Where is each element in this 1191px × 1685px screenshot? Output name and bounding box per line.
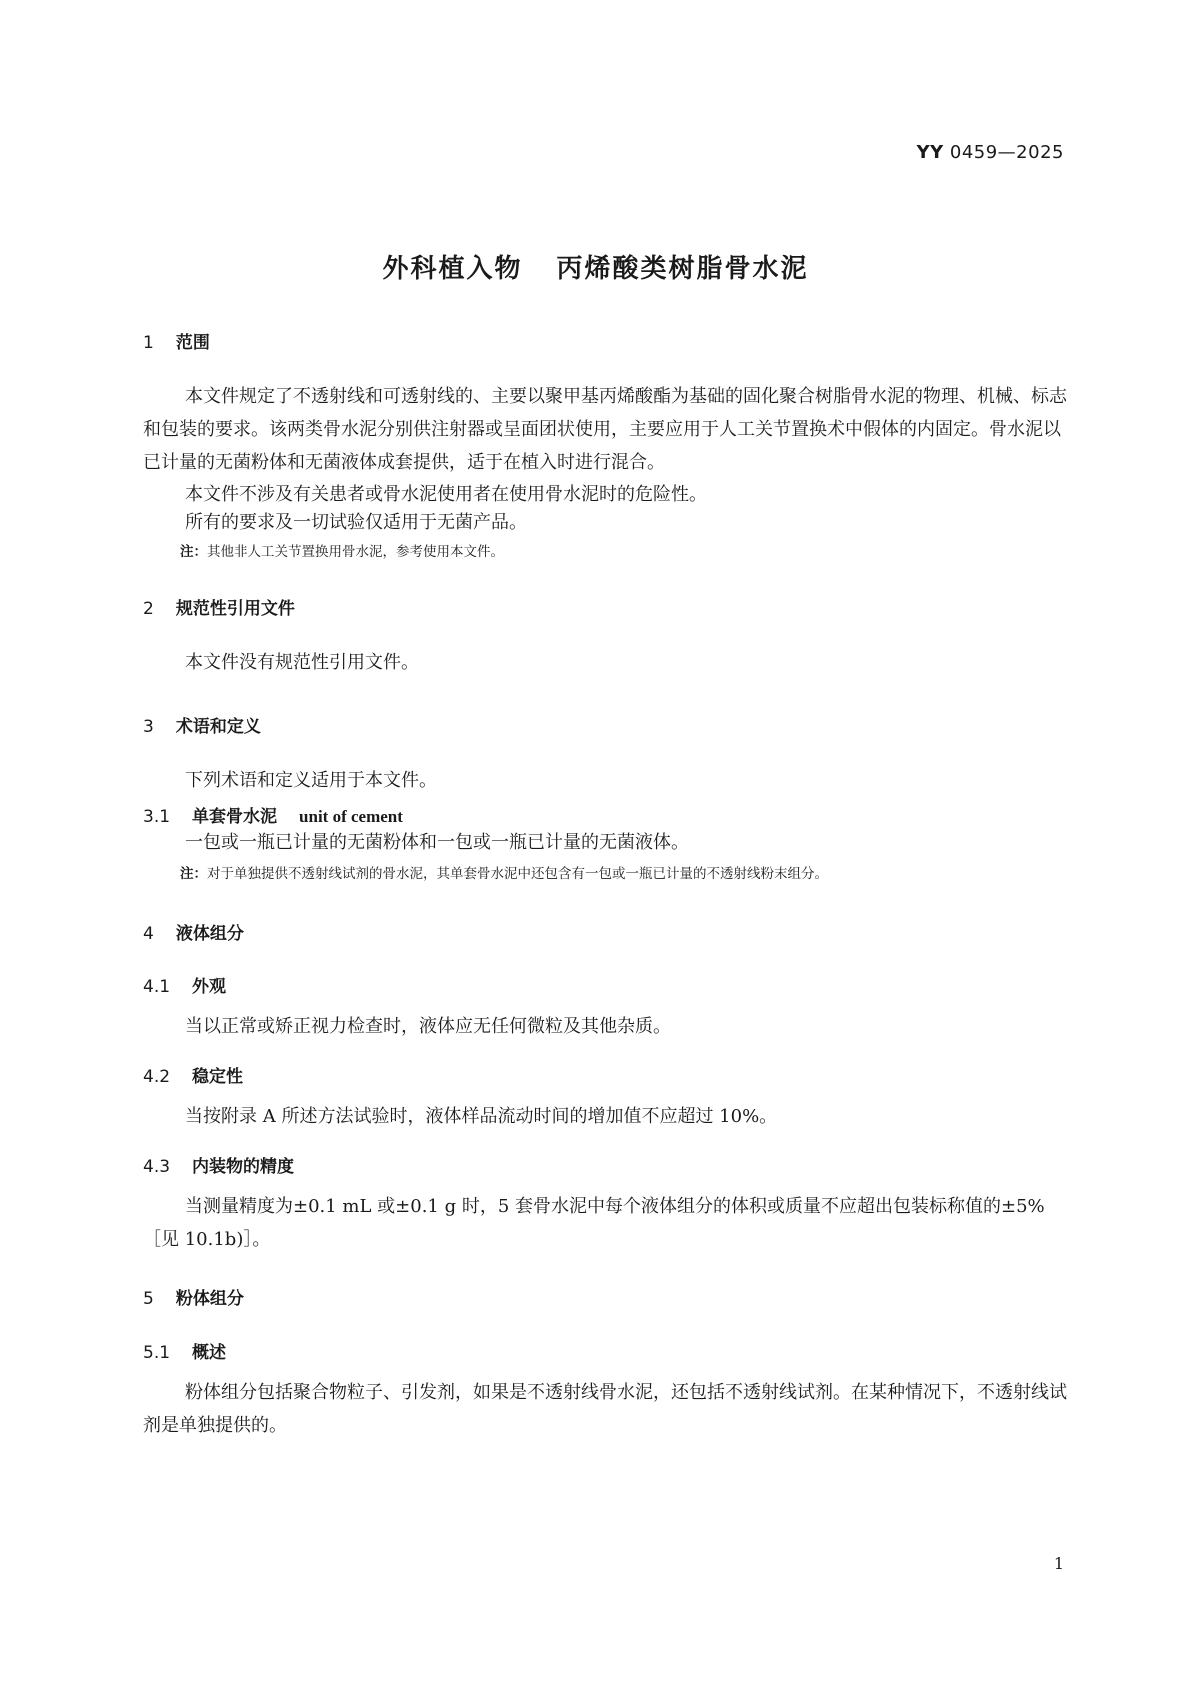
section-number: 5 (143, 1289, 154, 1309)
section-title: 术语和定义 (175, 717, 261, 737)
section-3-paragraph-1: 下列术语和定义适用于本文件。 (185, 770, 437, 791)
section-title: 规范性引用文件 (175, 599, 295, 619)
section-number: 2 (143, 599, 154, 619)
subsection-4-2-paragraph: 当按附录 A 所述方法试验时，液体样品流动时间的增加值不应超过 10%。 (185, 1106, 778, 1127)
section-4-heading (143, 919, 244, 944)
subsection-title-en: unit of cement (299, 807, 403, 826)
section-2-paragraph-1: 本文件没有规范性引用文件。 (185, 652, 419, 673)
section-number: 1 (143, 333, 154, 353)
page-number: 1 (1053, 1554, 1064, 1573)
subsection-number: 4.2 (143, 1067, 171, 1087)
subsection-title: 单套骨水泥 (192, 807, 278, 827)
section-1-paragraph-1: 本文件规定了不透射线和可透射线的、主要以聚甲基丙烯酸酯为基础的固化聚合树脂骨水泥的物理、机械、标志和包装的要求。该两类骨水泥分别供注射器或呈面团状使用，主要应用于人工关节置换术中假体的内固定。骨水泥以已计量的无菌粉体和无菌液体成套提供，适于在植入时进行混合。 (143, 386, 1067, 473)
note-text: 其他非人工关节置换用骨水泥，参考使用本文件。 (207, 544, 504, 560)
section-title: 液体组分 (175, 924, 244, 944)
subsection-title: 外观 (192, 977, 227, 997)
section-5-heading (143, 1284, 244, 1309)
title-part1: 外科植入物 (382, 254, 523, 284)
note-label: 注： (180, 544, 207, 560)
note-text: 对于单独提供不透射线试剂的骨水泥，其单套骨水泥中还包含有一包或一瓶已计量的不透射线粉末组分。 (207, 866, 828, 882)
subsection-number: 4.1 (143, 977, 171, 997)
subsection-4-1-paragraph: 当以正常或矫正视力检查时，液体应无任何微粒及其他杂质。 (185, 1016, 671, 1037)
section-number: 4 (143, 924, 154, 944)
subsection-4-3-heading (143, 1152, 294, 1177)
subsection-3-1-paragraph: 一包或一瓶已计量的无菌粉体和一包或一瓶已计量的无菌液体。 (185, 832, 689, 853)
section-3-heading (143, 712, 261, 737)
section-title: 粉体组分 (175, 1289, 244, 1309)
code-prefix: YY (916, 142, 944, 163)
section-1-paragraph-2: 本文件不涉及有关患者或骨水泥使用者在使用骨水泥时的危险性。 (185, 484, 707, 505)
subsection-number: 3.1 (143, 807, 171, 827)
subsection-5-1-heading (143, 1338, 226, 1363)
section-1-paragraph-3: 所有的要求及一切试验仅适用于无菌产品。 (185, 512, 527, 533)
subsection-4-3-paragraph: 当测量精度为±0.1 mL 或±0.1 g 时，5 套骨水泥中每个液体组分的体积或质量不应超出包装标称值的±5%［见 10.1b)］。 (143, 1196, 1045, 1250)
subsection-number: 5.1 (143, 1343, 171, 1363)
subsection-4-1-heading (143, 972, 226, 997)
document-code (917, 142, 1064, 163)
page-title (0, 248, 1191, 285)
subsection-title: 概述 (192, 1343, 227, 1363)
section-2-heading (143, 594, 295, 619)
subsection-3-1-heading (143, 802, 403, 827)
section-title: 范围 (175, 333, 210, 353)
section-1-heading (143, 328, 210, 353)
subsection-3-1-note (180, 862, 828, 882)
code-number: 0459—2025 (949, 142, 1064, 163)
subsection-number: 4.3 (143, 1157, 171, 1177)
subsection-5-1-paragraph: 粉体组分包括聚合物粒子、引发剂，如果是不透射线骨水泥，还包括不透射线试剂。在某种情况下，不透射线试剂是单独提供的。 (143, 1382, 1067, 1436)
section-1-note (180, 540, 504, 560)
subsection-title: 内装物的精度 (192, 1157, 295, 1177)
note-label: 注： (180, 866, 207, 882)
subsection-4-2-heading (143, 1062, 243, 1087)
subsection-title: 稳定性 (192, 1067, 244, 1087)
title-part2: 丙烯酸类树脂骨水泥 (556, 254, 809, 284)
section-number: 3 (143, 717, 154, 737)
